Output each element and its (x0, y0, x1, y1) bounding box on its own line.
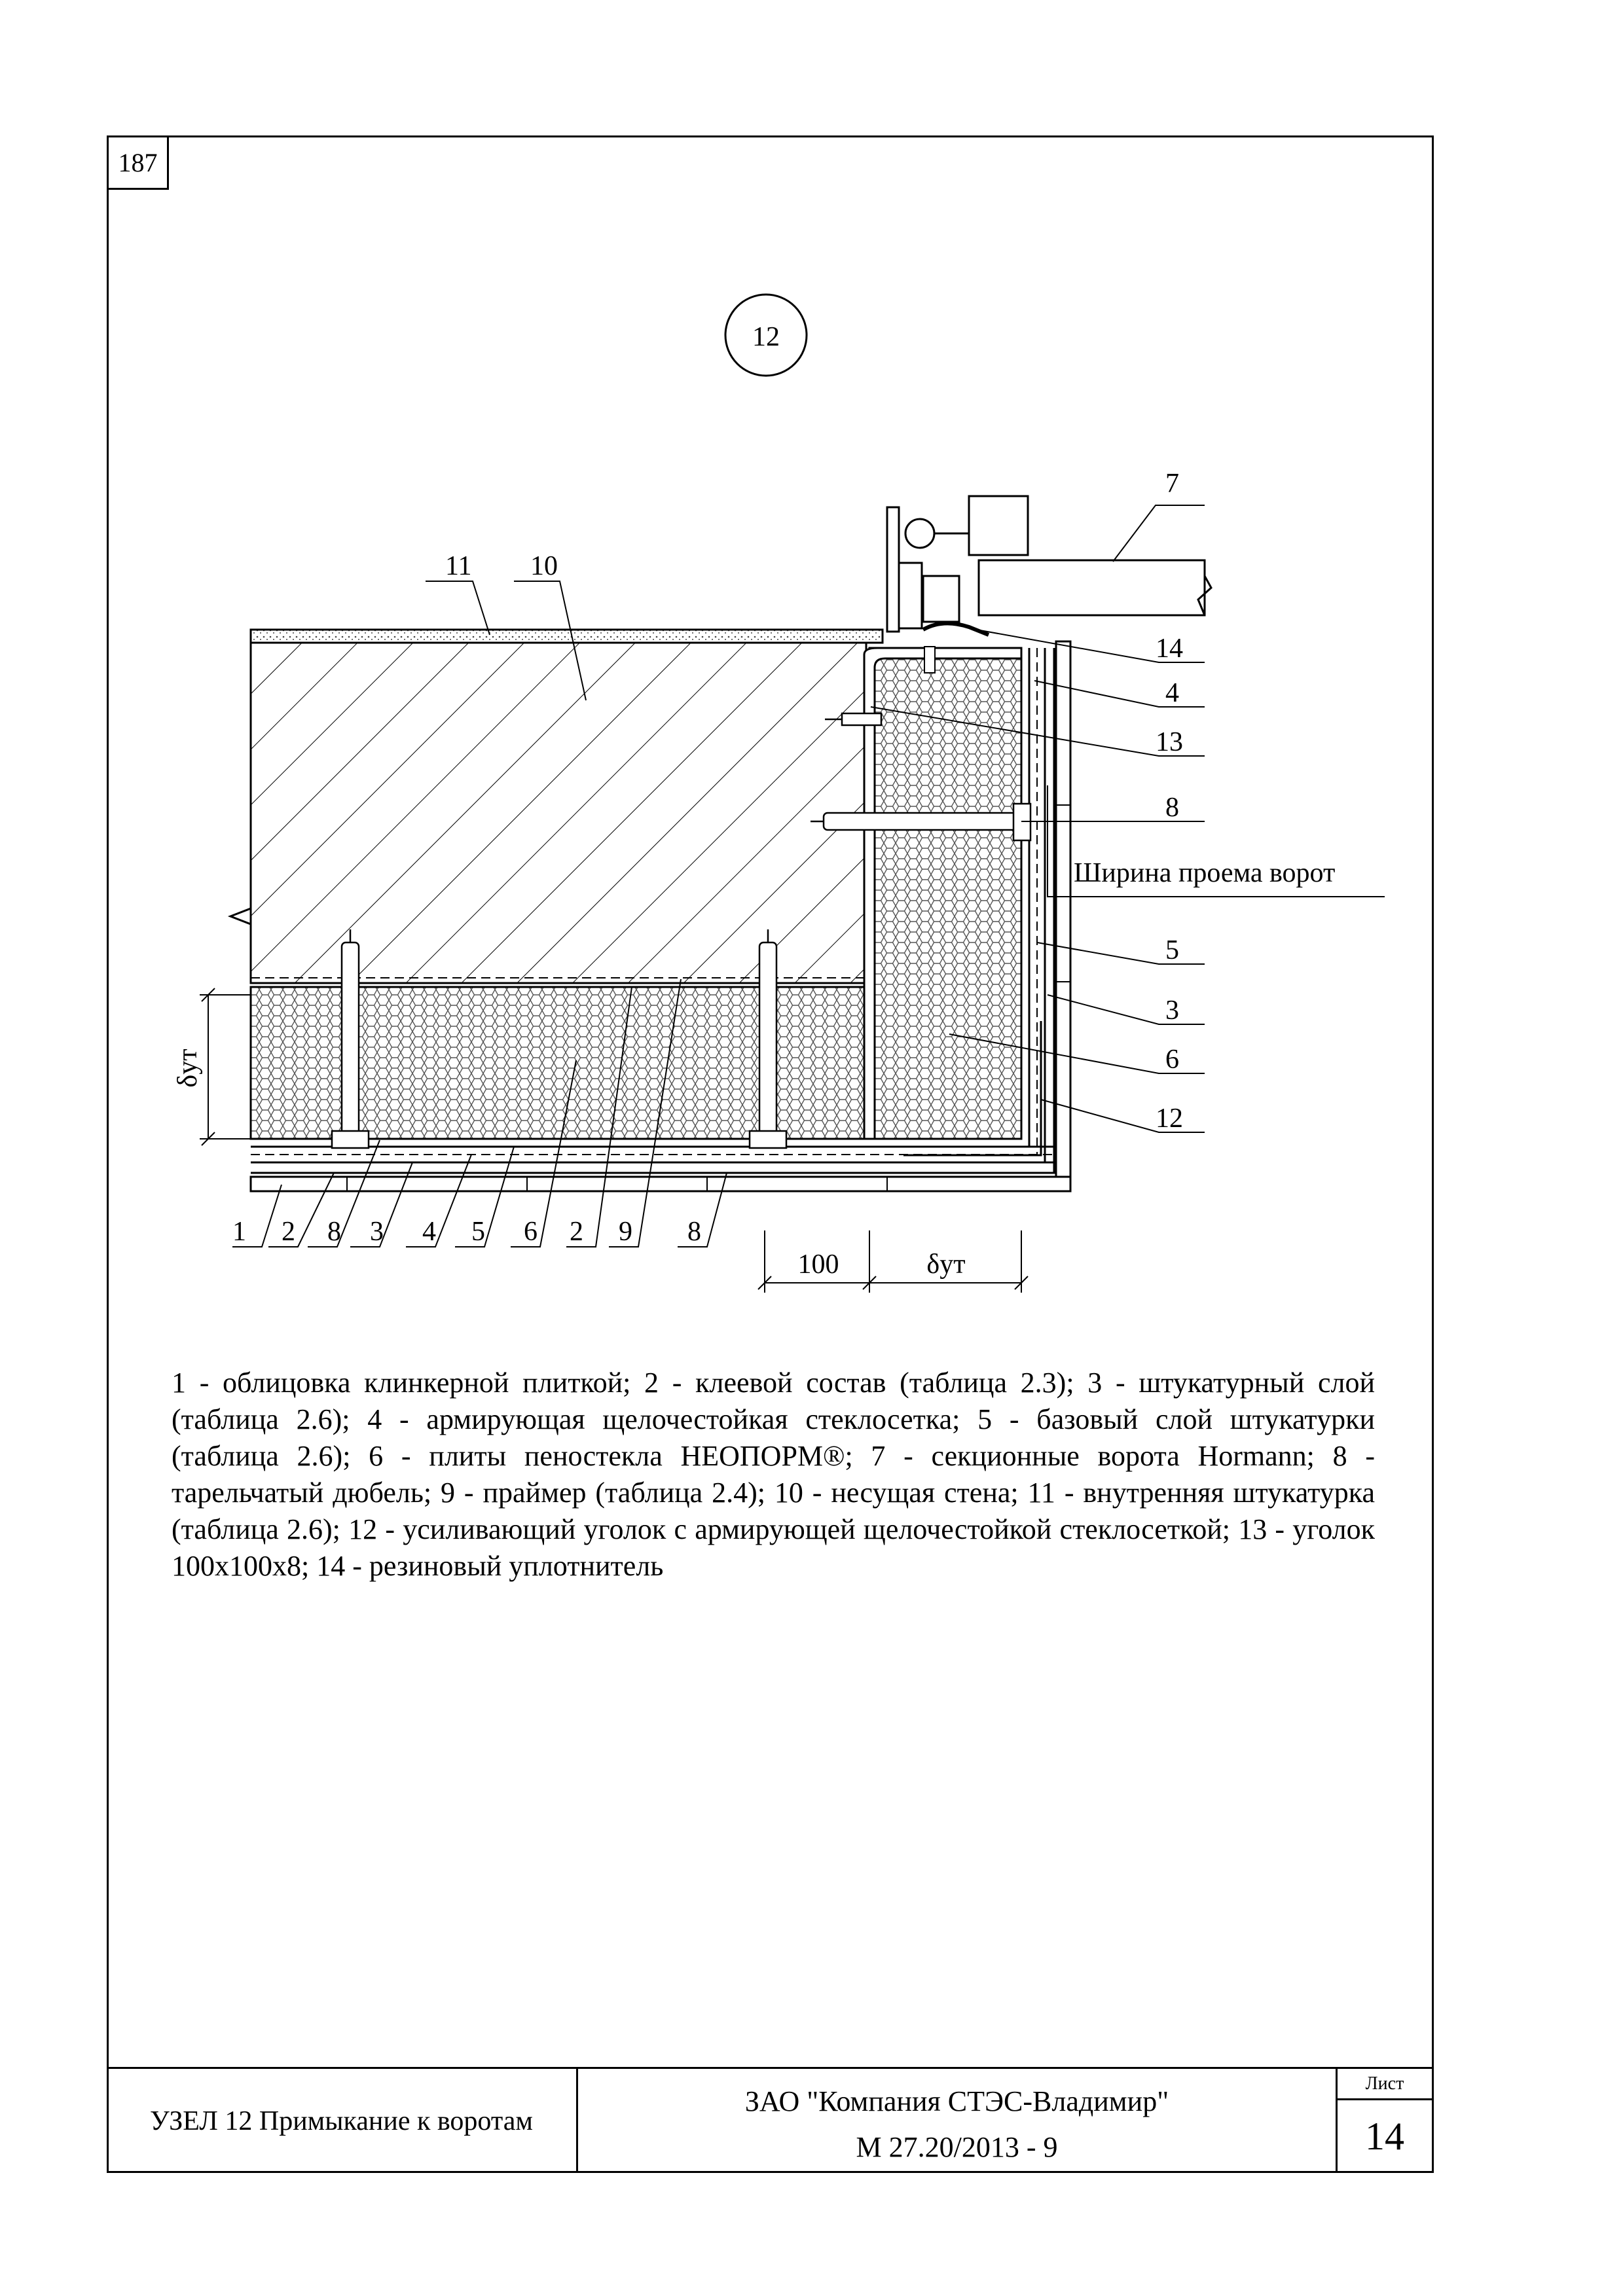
callout-5-right: 5 (1165, 935, 1179, 965)
callout-8a: 8 (327, 1217, 341, 1247)
dim-insulation-left (200, 988, 251, 1145)
callout-5a: 5 (471, 1217, 485, 1247)
callout-7: 7 (1165, 469, 1179, 499)
callout-6a: 6 (524, 1217, 538, 1247)
callout-2a: 2 (282, 1217, 295, 1247)
dim-insulation-bottom: δут (926, 1249, 966, 1280)
clinker-tile-vertical (1056, 641, 1070, 1177)
legend-text: 1 - облицовка клинкерной плиткой; 2 - клеевой состав (таблица 2.3); 3 - штукатурный слой (таблица 2.6); 4 - армирующая щелочестойкая стеклосетка; 5 - базовый слой штукатурки (таблица 2.6); 6 - плиты пеностекла НЕОПОРМ®; 7 - секционные ворота Hormann; 8 - тарельчатый дюбель; 9 - праймер (таблица 2.4); 10 - несущая стена; 11 - внутренняя штукатурка (таблица 2.6); 12 - усиливающий уголок с армирующей щелочестойкой стеклосеткой; 13 - уголок 100х100х8; 14 - резиновый уплотнитель (172, 1367, 1375, 1582)
corner-sheet-number: 187 (107, 135, 169, 190)
title-block-document-code: М 27.20/2013 - 9 (856, 2131, 1058, 2163)
inner-plaster (251, 630, 883, 643)
callout-10: 10 (530, 551, 558, 581)
callout-1: 1 (232, 1217, 246, 1247)
opening-width-label: Ширина проема ворот (1074, 858, 1336, 888)
title-block-organization: ЗАО "Компания СТЭС-Владимир" (744, 2085, 1169, 2117)
callout-6-right: 6 (1165, 1045, 1179, 1075)
callout-14: 14 (1156, 634, 1183, 664)
dim-insulation-left-label: δут (173, 1049, 203, 1088)
title-block-title: УЗЕЛ 12 Примыкание к воротам (107, 2069, 578, 2173)
callout-8b: 8 (687, 1217, 701, 1247)
title-block-org-cell (578, 2069, 1338, 2173)
rubber-seal (923, 623, 989, 635)
title-block (107, 2067, 1434, 2173)
wall-break-line (230, 890, 251, 924)
load-bearing-wall (251, 643, 866, 983)
callout-11: 11 (445, 551, 472, 581)
callout-3-right: 3 (1165, 996, 1179, 1026)
callout-4a: 4 (422, 1217, 436, 1247)
sectional-gate-panel (979, 560, 1205, 615)
callout-12: 12 (1156, 1103, 1183, 1134)
foam-glass-slab-vertical (869, 648, 1021, 1139)
callout-3a: 3 (370, 1217, 384, 1247)
node-number: 12 (752, 322, 780, 352)
callout-8-right: 8 (1165, 793, 1179, 823)
dim-100: 100 (797, 1249, 839, 1280)
title-block-sheet-cell (1338, 2069, 1432, 2173)
callout-2b: 2 (570, 1217, 583, 1247)
clinker-tile-bottom (251, 1177, 1070, 1191)
title-block-sheet-label: Лист (1338, 2069, 1432, 2100)
callout-9: 9 (619, 1217, 632, 1247)
screw (924, 647, 935, 673)
title-block-sheet-number: 14 (1365, 2115, 1404, 2158)
callout-4: 4 (1165, 678, 1179, 708)
callout-13: 13 (1156, 727, 1183, 757)
